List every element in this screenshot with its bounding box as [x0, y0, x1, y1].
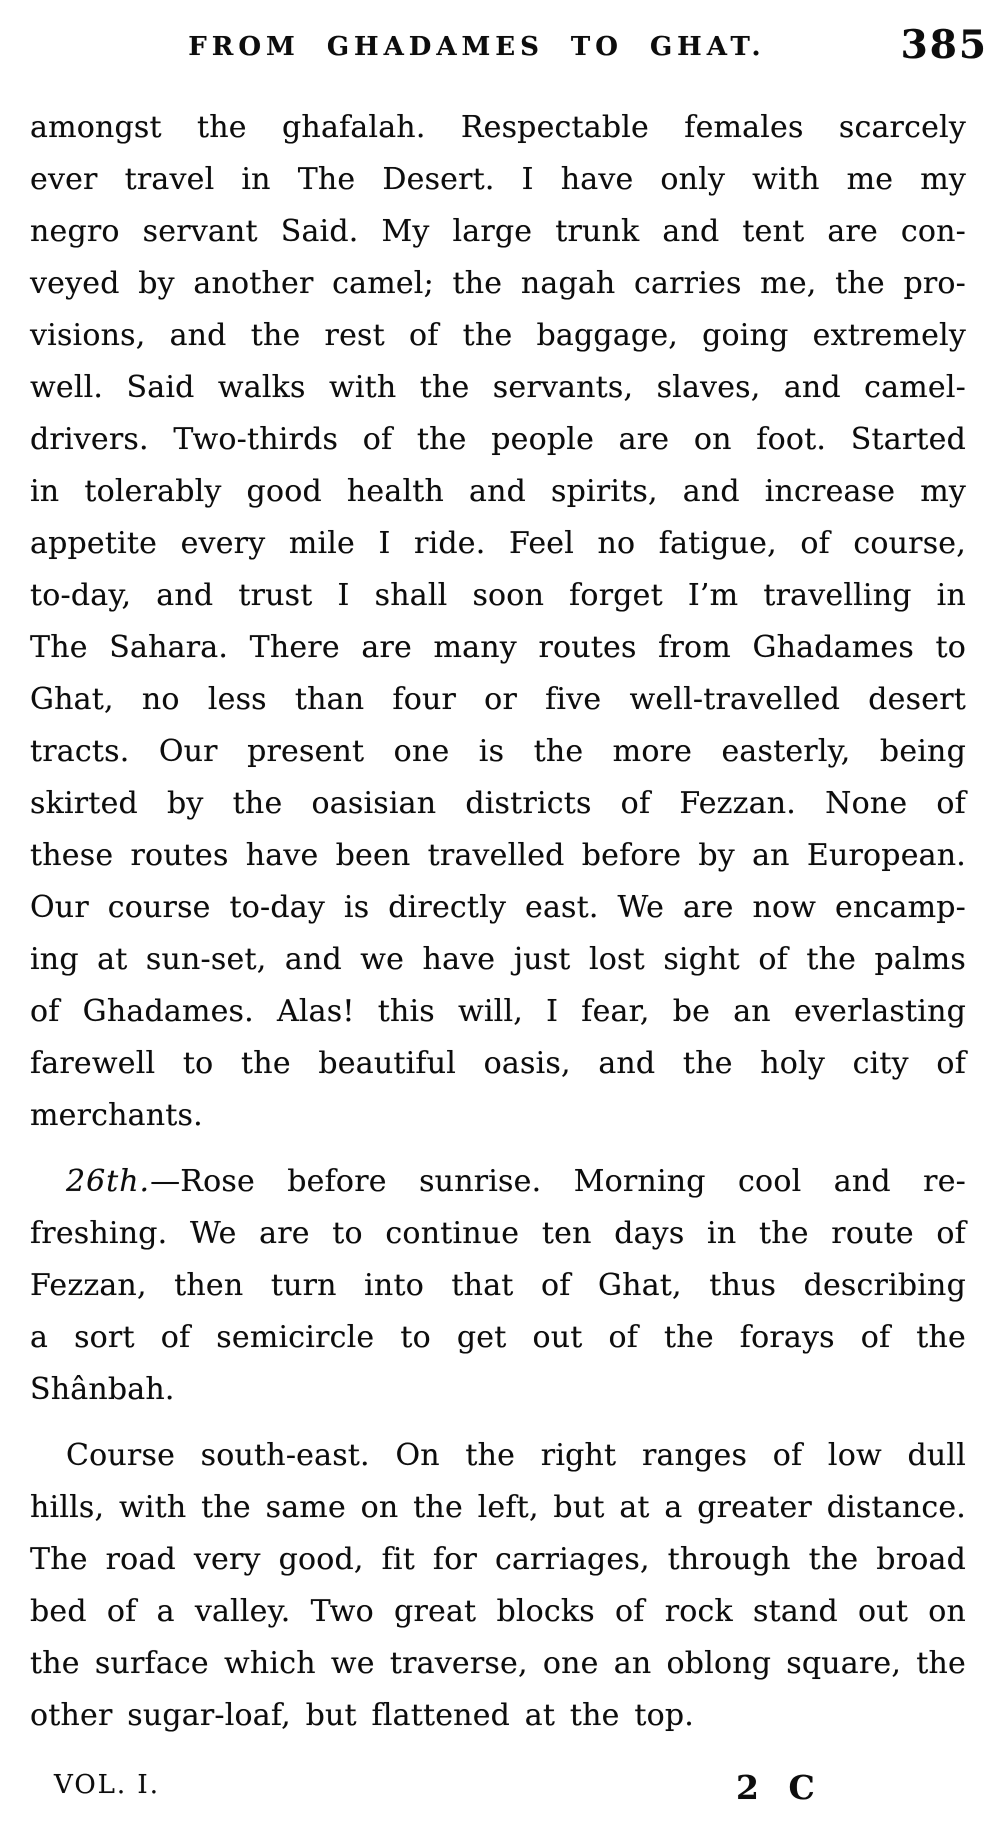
text-line: The Sahara. There are many routes from Ghadames to [30, 630, 966, 665]
text-line: tracts. Our present one is the more easterly, being [30, 734, 966, 769]
text-line: Course south-east. On the right ranges of low dull [66, 1438, 966, 1473]
text-line: merchants. [30, 1098, 203, 1133]
text-line: ing at sun-set, and we have just lost sight of the palms [30, 942, 966, 977]
paragraph [30, 1156, 966, 1416]
text-line: in tolerably good health and spirits, and increase my [30, 474, 966, 509]
paragraph [30, 1430, 966, 1742]
text-line: bed of a valley. Two great blocks of rock stand out on [30, 1594, 966, 1629]
text-line: 26th.—Rose before sunrise. Morning cool and re- [66, 1164, 966, 1199]
text-line: negro servant Said. My large trunk and tent are con- [30, 214, 966, 249]
text-line: the surface which we traverse, one an oblong square, the [30, 1646, 966, 1681]
text-line: The road very good, fit for carriages, through the broad [30, 1542, 966, 1577]
text-line: skirted by the oasisian districts of Fezzan. None of [30, 786, 966, 821]
text-line: Shânbah. [30, 1372, 175, 1407]
text-line: freshing. We are to continue ten days in the route of [30, 1216, 966, 1251]
text-line: a sort of semicircle to get out of the forays of the [30, 1320, 966, 1355]
running-title: FROM GHADAMES TO GHAT. [188, 32, 766, 62]
page-number: 385 [900, 22, 988, 68]
paragraph [30, 102, 966, 1142]
text-line: Fezzan, then turn into that of Ghat, thus describing [30, 1268, 966, 1303]
text-line: farewell to the beautiful oasis, and the holy city of [30, 1046, 966, 1081]
text-line: visions, and the rest of the baggage, going extremely [30, 318, 966, 353]
volume-label: VOL. I. [54, 1770, 160, 1800]
body-text [30, 102, 966, 1742]
text-line: well. Said walks with the servants, slaves, and camel- [30, 370, 966, 405]
text-line: hills, with the same on the left, but at a greater distance. [30, 1490, 967, 1525]
text-line: amongst the ghafalah. Respectable females scarcely [30, 110, 966, 145]
text-line: Ghat, no less than four or five well-travelled desert [30, 682, 966, 717]
text-line: to-day, and trust I shall soon forget I’m travelling in [30, 578, 966, 613]
text-line: appetite every mile I ride. Feel no fatigue, of course, [30, 526, 966, 561]
page-footer [30, 1762, 970, 1818]
text-line: ever travel in The Desert. I have only with me my [30, 162, 966, 197]
page-header [0, 22, 1000, 74]
text-line: these routes have been travelled before by an European. [30, 838, 966, 873]
text-line: of Ghadames. Alas! this will, I fear, be an everlasting [30, 994, 966, 1029]
date-label: 26th. [66, 1164, 151, 1199]
text-line: other sugar-loaf, but flattened at the top. [30, 1698, 694, 1733]
text-line: veyed by another camel; the nagah carries me, the pro- [30, 266, 966, 301]
signature-mark: 2 C [736, 1768, 824, 1807]
text-line: drivers. Two-thirds of the people are on foot. Started [30, 422, 966, 457]
text-line: Our course to-day is directly east. We are now encamp- [30, 890, 966, 925]
